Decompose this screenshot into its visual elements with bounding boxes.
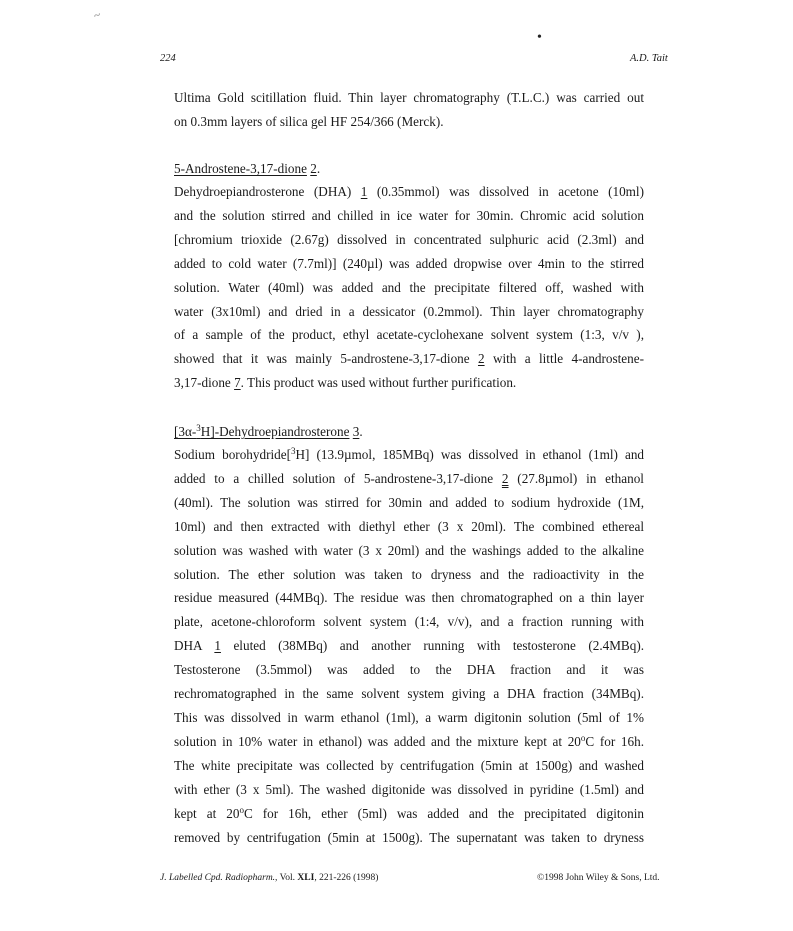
- compound-ref: 7: [234, 375, 241, 391]
- compound-number: 2: [310, 161, 317, 176]
- compound-ref: 2: [501, 470, 509, 486]
- text-line: (40ml). The solution was stirred for 30min and added to sodium hydroxide (1M,: [174, 494, 644, 510]
- compound-ref: 1: [360, 184, 368, 199]
- scan-mark: ~: [91, 7, 103, 23]
- compound-ref: 1: [214, 638, 221, 654]
- text-line: with ether (3 x 5ml). The washed digitonide was dissolved in pyridine (1.5ml) and: [174, 781, 644, 797]
- text-line: removed by centrifugation (5min at 1500g). The supernatant was taken to dryness: [174, 829, 644, 845]
- text-line: showed that it was mainly 5-androstene-3,17-dione 2 with a little 4-androstene-: [174, 351, 644, 367]
- text-line: solution. Water (40ml) was added and the precipitate filtered off, washed with: [174, 279, 644, 295]
- text-line: DHA 1 eluted (38MBq) and another running with testosterone (2.4MBq).: [174, 638, 645, 654]
- text-line: 3,17-dione 7. This product was used without further purification.: [174, 375, 517, 391]
- text-line: rechromatographed in the same solvent system giving a DHA fraction (34MBq).: [174, 686, 644, 702]
- text-line: solution in 10% water in ethanol) was added and the mixture kept at 20$^o$C for 16h.: [174, 732, 644, 749]
- text-line: This was dissolved in warm ethanol (1ml), a warm digitonin solution (5ml of 1%: [174, 709, 644, 725]
- text-line: solution. The ether solution was taken to dryness and the radioactivity in the: [174, 566, 644, 582]
- section-title: 5-Androstene-3,17-dione: [174, 161, 307, 176]
- text-line: residue measured (44MBq). The residue was then chromatographed on a thin layer: [174, 590, 644, 606]
- text-line: kept at 20$^o$C for 16h, ether (5ml) was added and the precipitated digitonin: [174, 804, 644, 821]
- text-line: Ultima Gold scitillation fluid. Thin layer chromatography (T.L.C.) was carried out: [174, 90, 644, 105]
- text-line: water (3x10ml) and dried in a dessicator (0.2mmol). Thin layer chromatography: [174, 303, 644, 319]
- footer-journal-citation: J. Labelled Cpd. Radiopharm., Vol. XLI, 221-226 (1998): [160, 873, 379, 883]
- footer-copyright: ©1998 John Wiley & Sons, Ltd.: [537, 873, 660, 883]
- page-number: 224: [160, 53, 176, 64]
- text-line: added to a chilled solution of 5-androstene-3,17-dione 2 (27.8µmol) in ethanol: [174, 470, 644, 486]
- section-2-paragraph: [174, 443, 644, 849]
- running-header-author: A.D. Tait: [630, 53, 668, 64]
- text-line: [chromium trioxide (2.67g) dissolved in concentrated sulphuric acid (2.3ml) and: [174, 231, 644, 247]
- section-heading-androstenedione: 5-Androstene-3,17-dione 2.: [174, 161, 321, 176]
- text-line: solution was washed with water (3 x 20ml) and the washings added to the alkaline: [174, 542, 644, 558]
- compound-ref: 2: [477, 351, 485, 367]
- intro-paragraph: [174, 86, 644, 134]
- text-line: 10ml) and then extracted with diethyl ether (3 x 20ml). The combined ethereal: [174, 518, 644, 534]
- section-1-paragraph: [174, 180, 644, 395]
- section-title: [3α-$^3$H]-Dehydroepiandrosterone: [174, 423, 350, 439]
- text-line: added to cold water (7.7ml)] (240µl) was added dropwise over 4min to the stirred: [174, 255, 644, 271]
- text-line: Testosterone (3.5mmol) was added to the DHA fraction and it was: [174, 662, 644, 678]
- text-line: on 0.3mm layers of silica gel HF 254/366 (Merck).: [174, 113, 444, 129]
- text-line: and the solution stirred and chilled in ice water for 30min. Chromic acid solution: [174, 207, 644, 223]
- text-line: The white precipitate was collected by centrifugation (5min at 1500g) and washed: [174, 757, 644, 773]
- text-line: Sodium borohydride[$^3$H] (13.9µmol, 185MBq) was dissolved in ethanol (1ml) and: [174, 446, 645, 462]
- dot-mark: •: [537, 30, 542, 45]
- text-line: Dehydroepiandrosterone (DHA) 1 (0.35mmol) was dissolved in acetone (10ml): [174, 184, 644, 199]
- text-line: of a sample of the product, ethyl acetate-cyclohexane solvent system (1:3, v/v ),: [174, 327, 644, 343]
- compound-number: 3: [352, 424, 360, 439]
- section-heading-tritiated-dha: [3α-$^3$H]-Dehydroepiandrosterone 3.: [174, 423, 363, 439]
- text-line: plate, acetone-chloroform solvent system (1:4, v/v), and a fraction running with: [174, 614, 644, 630]
